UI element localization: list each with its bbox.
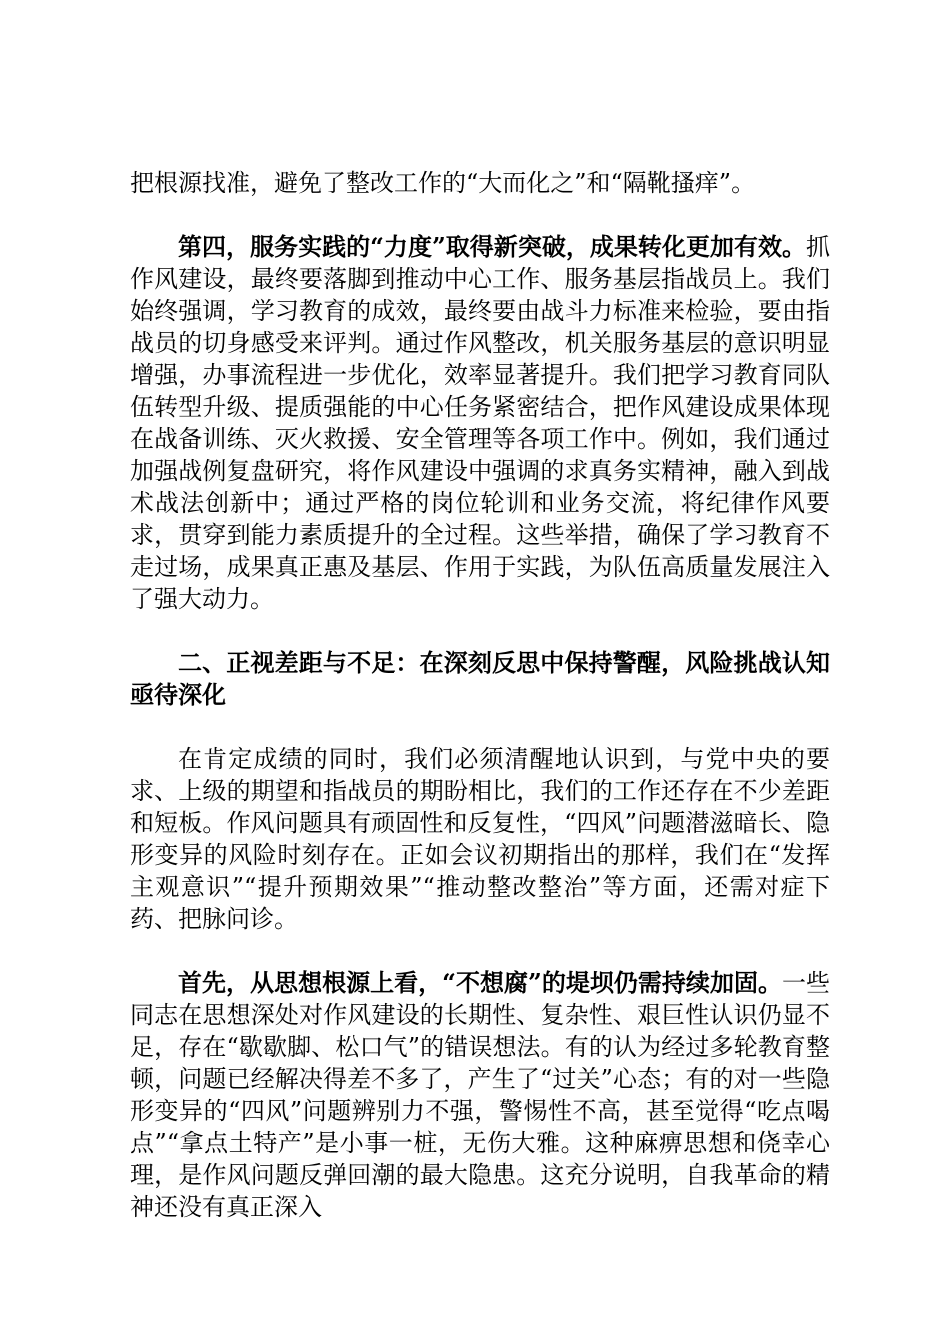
paragraph-continuation (130, 167, 830, 199)
paragraph-text: 在肯定成绩的同时，我们必须清醒地认识到，与党中央的要求、上级的期望和指战员的期盼相比，我们的工作还存在不少差距和短板。作风问题具有顽固性和反复性，“四风”问题潜滋暗长、隐形变异的风险时刻存在。正如会议初期指出的那样，我们在“发挥主观意识”“提升预期效果”“推动整改整治”等方面，还需对症下药、把脉问诊。 (130, 745, 830, 933)
paragraph-text: 一些同志在思想深处对作风建设的长期性、复杂性、艰巨性认识仍显不足，存在“歇歇脚、松口气”的错误想法。有的认为经过多轮教育整顿，问题已经解决得差不多了，产生了“过关”心态；有的对一些隐形变异的“四风”问题辨别力不强，警惕性不高，甚至觉得“吃点喝点”“拿点土特产”是小事一桩，无伤大雅。这种麻痹思想和侥幸心理，是作风问题反弹回潮的最大隐患。这充分说明，自我革命的精神还没有真正深入 (130, 969, 830, 1221)
paragraph-fourth-point (130, 231, 830, 615)
paragraph-lead-sentence: 第四，服务实践的“力度”取得新突破，成果转化更加有效。 (178, 232, 806, 261)
paragraph-intro (130, 743, 830, 935)
paragraph-lead-sentence: 首先，从思想根源上看，“不想腐”的堤坝仍需持续加固。 (178, 968, 782, 997)
paragraph-first-point (130, 967, 830, 1223)
section-heading: 二、正视差距与不足：在深刻反思中保持警醒，风险挑战认知亟待深化 (130, 648, 830, 709)
document-body (130, 167, 830, 1255)
paragraph-text: 把根源找准，避免了整改工作的“大而化之”和“隔靴搔痒”。 (130, 169, 756, 197)
paragraph-text: 抓作风建设，最终要落脚到推动中心工作、服务基层指战员上。我们始终强调，学习教育的成效，最终要由战斗力标准来检验，要由指战员的切身感受来评判。通过作风整改，机关服务基层的意识明显增强，办事流程进一步优化，效率显著提升。我们把学习教育同队伍转型升级、提质强能的中心任务紧密结合，把作风建设成果体现在战备训练、灭火救援、安全管理等各项工作中。例如，我们通过加强战例复盘研究，将作风建设中强调的求真务实精神，融入到战术战法创新中；通过严格的岗位轮训和业务交流，将纪律作风要求，贯穿到能力素质提升的全过程。这些举措，确保了学习教育不走过场，成果真正惠及基层、作用于实践，为队伍高质量发展注入了强大动力。 (130, 233, 830, 613)
